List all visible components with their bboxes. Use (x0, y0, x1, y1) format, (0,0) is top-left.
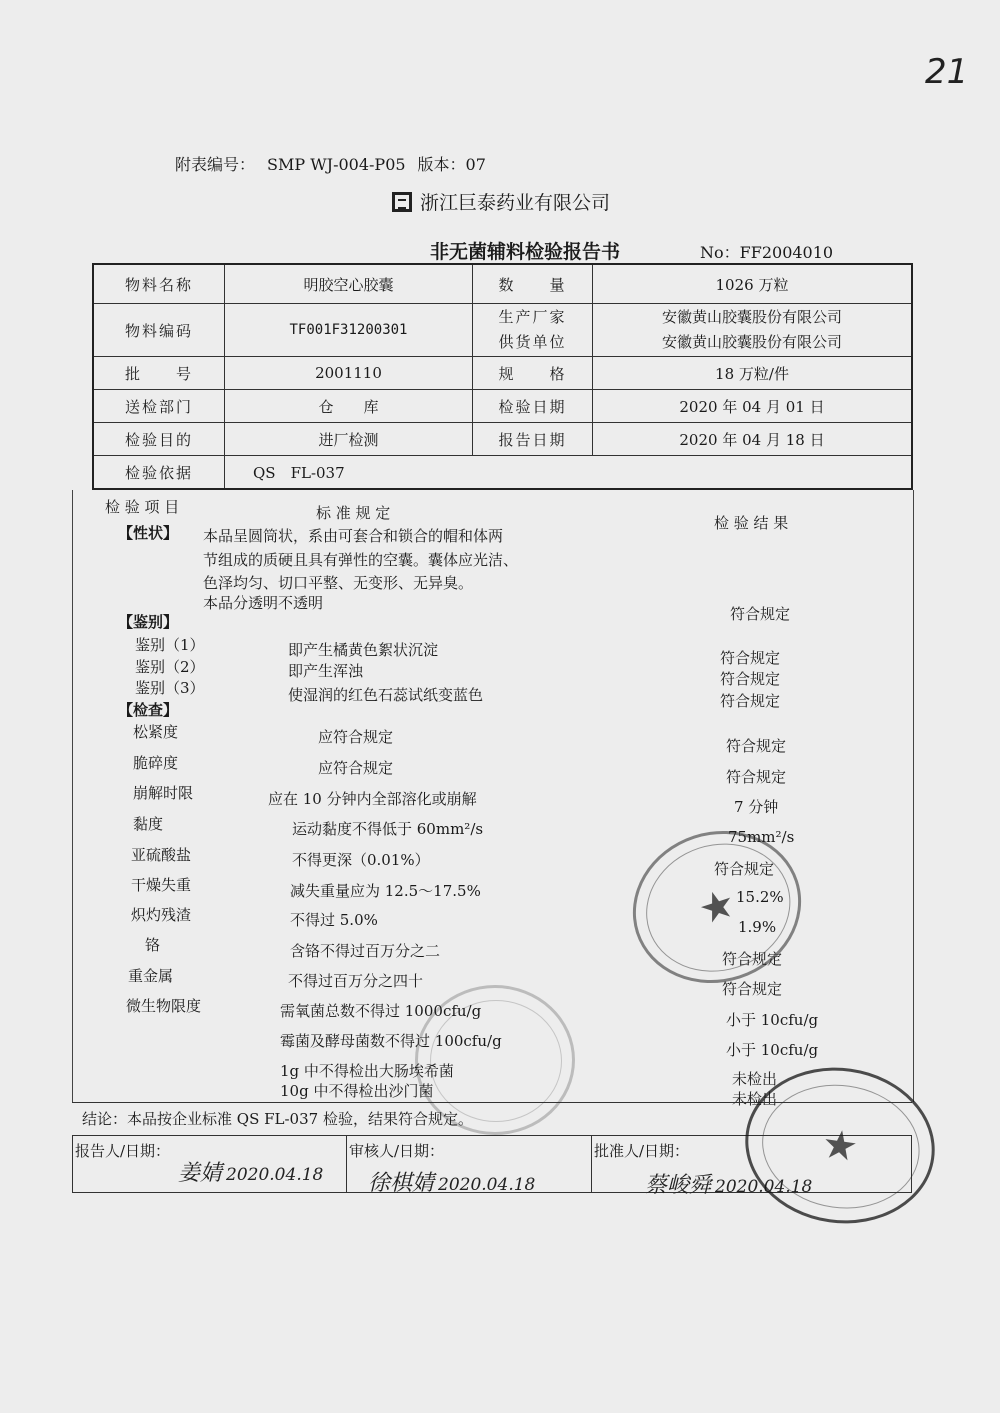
inspection-result: 7 分钟 (734, 798, 779, 816)
inspection-name: 重金属 (128, 967, 174, 985)
inspection-result: 小于 10cfu/g (726, 1011, 819, 1029)
form-version: 版本：07 (417, 155, 486, 174)
reporter-signature (178, 1156, 323, 1187)
batch-label: 批 号 (124, 364, 193, 383)
form-code (175, 152, 498, 175)
basis-value: QS FL-037 (224, 456, 911, 488)
quantity-value: 1026 万粒 (592, 265, 911, 303)
star-icon: ★ (819, 1120, 861, 1171)
micro-result: 小于 10cfu/g (726, 1041, 819, 1059)
purpose-value: 进厂检测 (224, 423, 472, 455)
form-code-value: SMP WJ-004-P05 (267, 155, 406, 174)
reporter-name: 姜婧 (178, 1161, 223, 1186)
ident-name: 鉴别（3） (135, 679, 205, 697)
column-item-header: 检 验 项 目 (105, 498, 180, 516)
batch-value: 2001110 (224, 357, 472, 389)
supplier-value: 安徽黄山胶囊股份有限公司 (661, 333, 842, 351)
report-number: No：FF2004010 (700, 243, 834, 262)
inspection-standard: 含铬不得过百万分之二 (290, 942, 441, 960)
test-date-value: 2020 年 04 月 01 日 (592, 390, 911, 422)
identification-heading: 【鉴别】 (118, 613, 179, 631)
column-standard-header: 标 准 规 定 (316, 504, 391, 522)
manufacturer-supplier-labels (472, 304, 592, 356)
character-heading: 【性状】 (118, 524, 179, 542)
inspection-result: 符合规定 (726, 768, 787, 786)
inspection-result: 符合规定 (714, 860, 775, 878)
reviewer-signature (368, 1166, 535, 1197)
info-row (94, 389, 911, 422)
reporter-date: 2020.04.18 (226, 1165, 324, 1185)
inspection-standard: 应符合规定 (318, 728, 394, 746)
company-header (392, 188, 610, 215)
inspection-standard: 不得过百万分之四十 (288, 972, 424, 990)
info-row (94, 455, 911, 488)
material-name-value: 明胶空心胶囊 (224, 265, 472, 303)
supplier-label: 供货单位 (498, 333, 567, 351)
character-result: 符合规定 (730, 605, 791, 623)
character-line: 节组成的质硬且具有弹性的空囊。囊体应光洁、 (203, 551, 519, 569)
inspection-standard: 不得更深（0.01%） (292, 851, 430, 869)
page-number: 21 (925, 52, 969, 92)
info-table (92, 263, 913, 490)
material-code-value: TF001F31200301 (224, 304, 472, 356)
quantity-label: 数 量 (472, 265, 592, 303)
character-line: 色泽均匀、切口平整、无变形、无异臭。 (203, 574, 474, 592)
report-title: 非无菌辅料检验报告书 (430, 241, 621, 263)
inspection-name: 干燥失重 (131, 876, 192, 894)
test-date-label: 检验日期 (472, 390, 592, 422)
inspection-heading: 【检查】 (118, 701, 179, 719)
ident-name: 鉴别（1） (135, 636, 205, 654)
ident-result: 符合规定 (720, 649, 781, 667)
info-row (94, 356, 911, 389)
inspection-name: 脆碎度 (133, 754, 179, 772)
manufacturer-label: 生产厂家 (498, 308, 567, 326)
inspection-result: 75mm²/s (728, 828, 795, 846)
inspection-name: 炽灼残渣 (131, 906, 192, 924)
reviewer-date: 2020.04.18 (438, 1175, 536, 1195)
material-name-label: 物料名称 (124, 275, 193, 294)
ident-standard: 使湿润的红色石蕊试纸变蓝色 (288, 686, 484, 704)
approver-label: 批准人/日期： (594, 1142, 690, 1160)
form-code-label: 附表编号： (175, 155, 256, 174)
faint-seal-stamp (415, 985, 575, 1135)
report-date-label: 报告日期 (472, 423, 592, 455)
material-code-label: 物料编码 (124, 321, 193, 340)
ident-result: 符合规定 (720, 692, 781, 710)
manufacturer-value: 安徽黄山胶囊股份有限公司 (661, 308, 842, 326)
inspection-name: 亚硫酸盐 (131, 846, 192, 864)
inspection-result: 符合规定 (726, 737, 787, 755)
inspection-name: 微生物限度 (126, 997, 202, 1015)
info-row (94, 265, 911, 303)
inspection-standard: 不得过 5.0% (290, 911, 378, 929)
approver-date: 2020.04.18 (715, 1177, 813, 1197)
column-result-header: 检 验 结 果 (714, 514, 789, 532)
purpose-label: 检验目的 (124, 430, 193, 449)
inspection-standard: 运动黏度不得低于 60mm²/s (292, 820, 484, 838)
report-date-value: 2020 年 04 月 18 日 (592, 423, 911, 455)
ident-result: 符合规定 (720, 670, 781, 688)
micro-standard: 10g 中不得检出沙门菌 (280, 1082, 434, 1100)
spec-label: 规 格 (472, 357, 592, 389)
character-line: 本品分透明不透明 (203, 594, 324, 612)
ident-name: 鉴别（2） (135, 658, 205, 676)
micro-standard: 1g 中不得检出大肠埃希菌 (280, 1062, 454, 1080)
manufacturer-supplier-values (592, 304, 911, 356)
inspection-result: 符合规定 (722, 980, 783, 998)
inspection-standard: 应在 10 分钟内全部溶化或崩解 (268, 790, 477, 808)
inspection-standard: 应符合规定 (318, 759, 394, 777)
micro-result: 未检出 (732, 1090, 778, 1108)
inspection-standard: 需氧菌总数不得过 1000cfu/g (280, 1002, 482, 1020)
spec-value: 18 万粒/件 (592, 357, 911, 389)
inspection-name: 铬 (145, 936, 161, 954)
approver-name: 蔡峻舜 (645, 1173, 712, 1198)
inspection-result: 1.9% (738, 918, 777, 936)
reviewer-name: 徐棋婧 (368, 1171, 435, 1196)
inspection-name: 黏度 (133, 815, 164, 833)
inspection-standard: 减失重量应为 12.5～17.5% (290, 882, 481, 900)
reviewer-label: 审核人/日期： (349, 1142, 445, 1160)
inspection-result: 符合规定 (722, 950, 783, 968)
inspection-result: 15.2% (736, 888, 784, 906)
reporter-label: 报告人/日期： (75, 1142, 171, 1160)
inspection-name: 崩解时限 (133, 784, 194, 802)
inspection-name: 松紧度 (133, 723, 179, 741)
ident-standard: 即产生橘黄色絮状沉淀 (288, 641, 439, 659)
ident-standard: 即产生浑浊 (288, 662, 364, 680)
company-name: 浙江巨泰药业有限公司 (420, 192, 611, 214)
info-row (94, 422, 911, 455)
conclusion-text: 结论：本品按企业标准 QS FL-037 检验，结果符合规定。 (82, 1110, 473, 1128)
info-row (94, 303, 911, 356)
micro-result: 未检出 (732, 1070, 778, 1088)
character-line: 本品呈圆筒状，系由可套合和锁合的帽和体两 (203, 527, 504, 545)
company-logo-icon (392, 192, 412, 212)
dept-label: 送检部门 (124, 397, 193, 416)
basis-label: 检验依据 (124, 463, 193, 482)
micro-standard: 霉菌及酵母菌数不得过 100cfu/g (280, 1032, 502, 1050)
dept-value: 仓 库 (224, 390, 472, 422)
star-icon: ★ (692, 879, 742, 935)
